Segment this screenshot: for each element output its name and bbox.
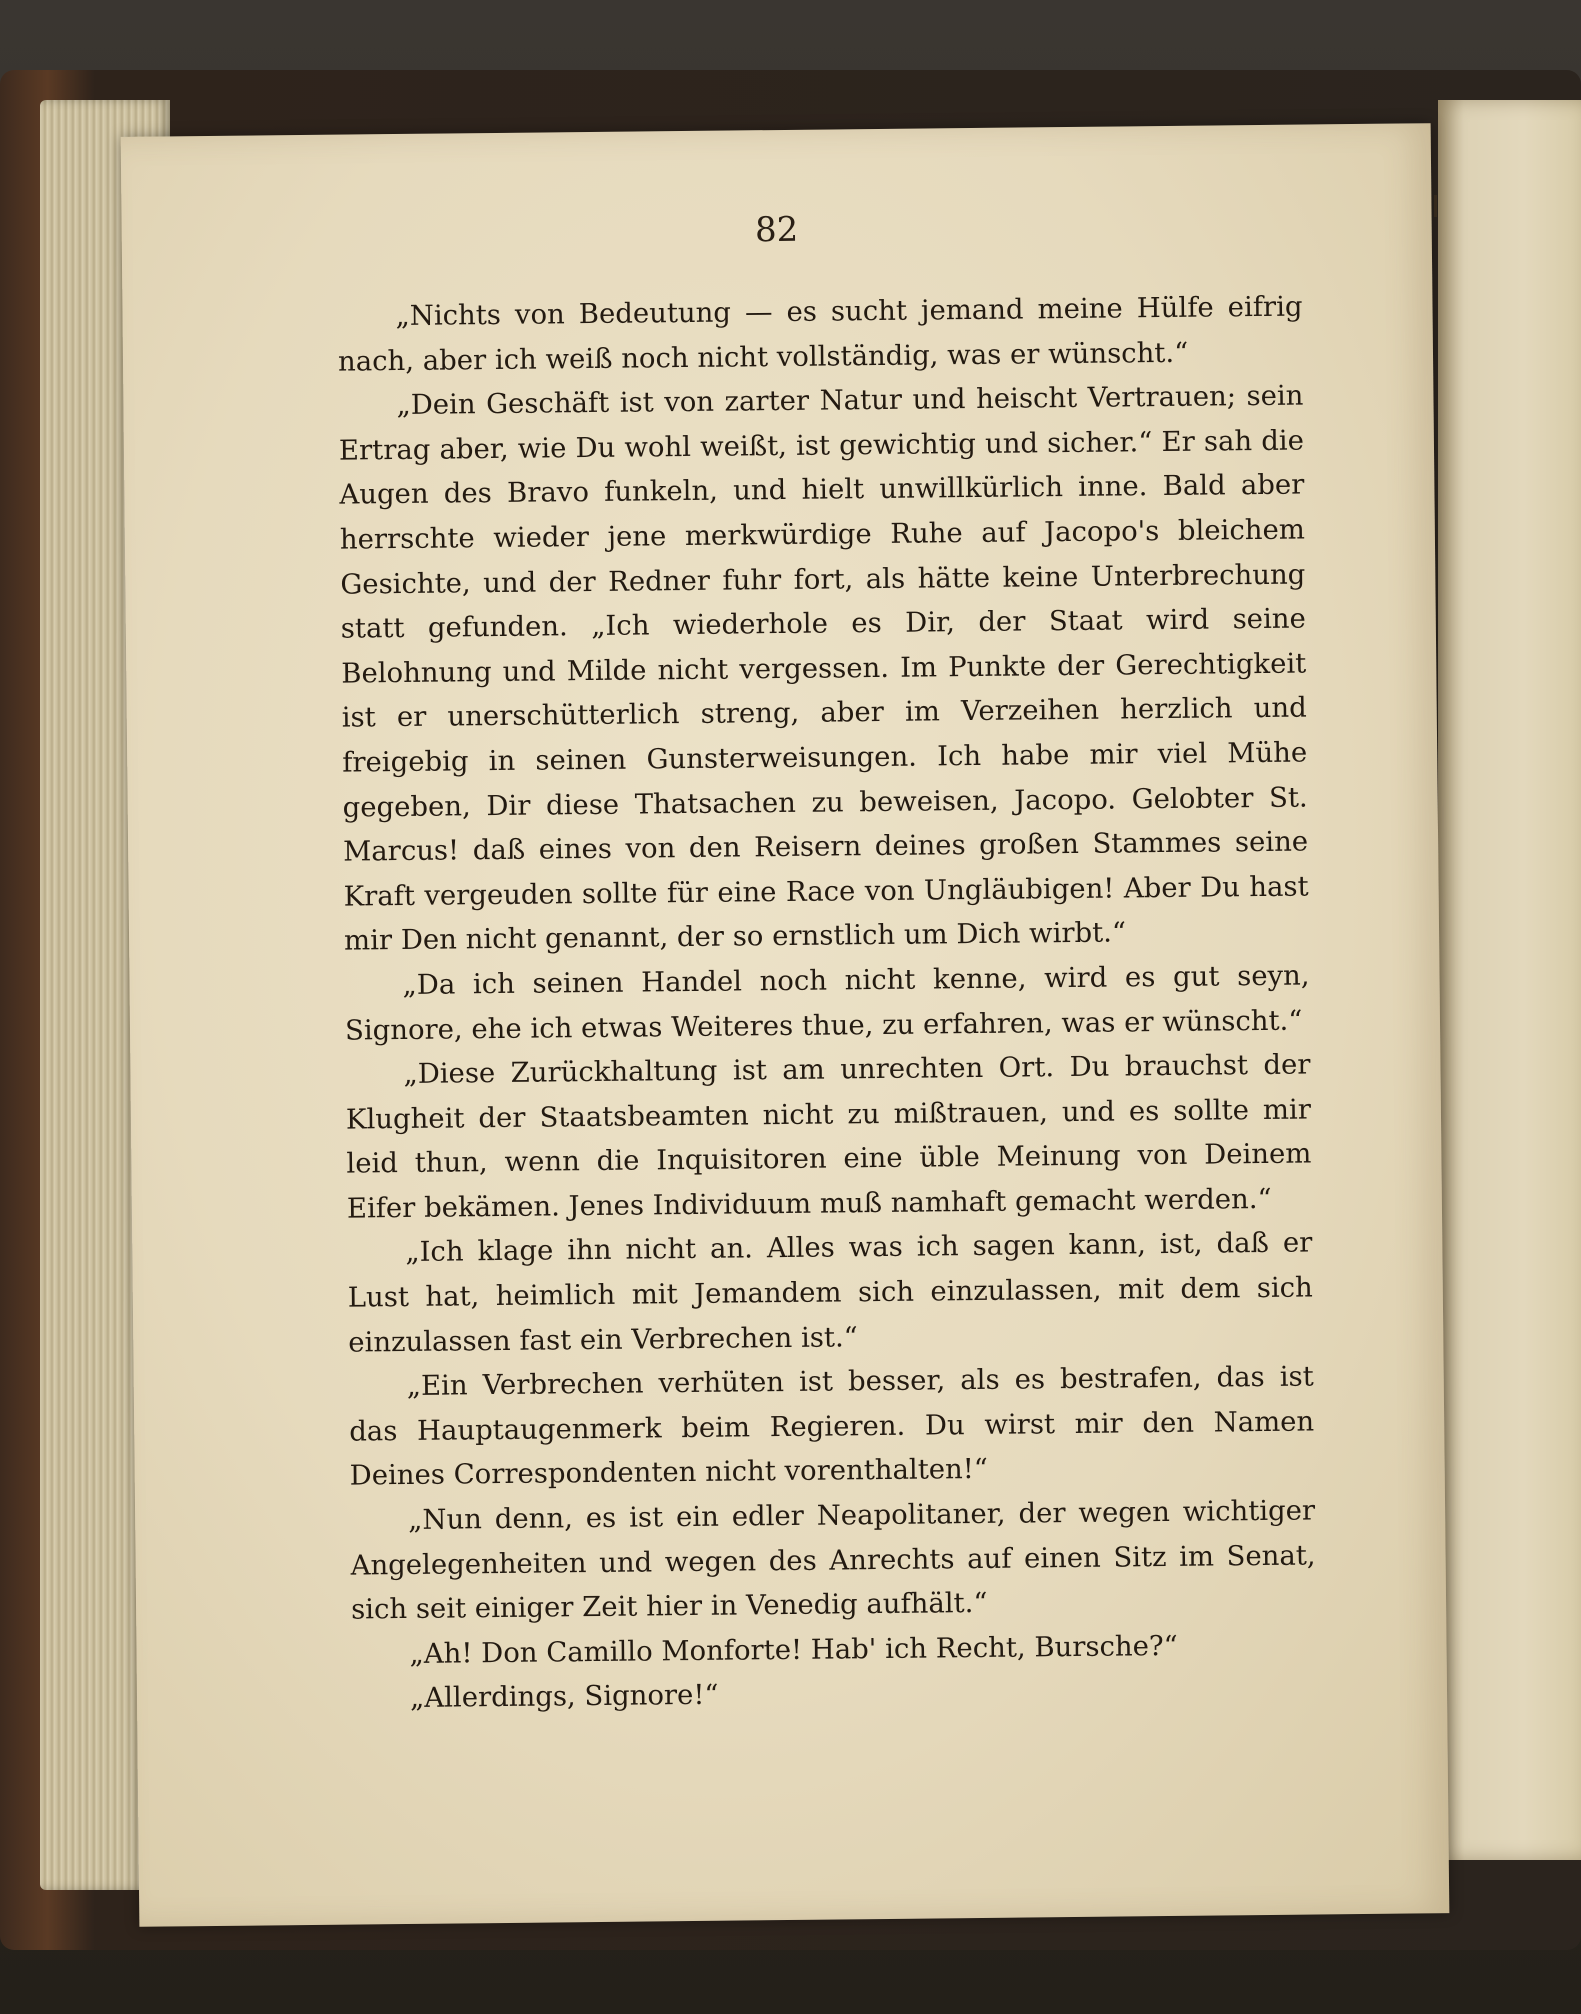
paragraph: „Ah! Don Camillo Monforte! Hab' ich Recht, Bursche?“: [409, 1629, 1178, 1670]
paragraph: „Ich klage ihn nicht an. Alles was ich sagen kann, ist, daß er Lust hat, heimlich mit Jemandem sich einzulassen, mit dem sich einzulassen fast ein Verbrechen ist.“: [347, 1226, 1313, 1359]
book-page: [121, 123, 1450, 1927]
paragraph: „Dein Geschäft ist von zarter Natur und heischt Vertrauen; sein Ertrag aber, wie Du wohl weißt, ist gewichtig und sicher.“ Er sah die Augen des Bravo funkeln, und hielt unwillkürlich inne. Bald aber herrschte wieder jene merkwürdige Ruhe auf Jacopo's bleichem Gesichte, und der Redner fuhr fort, als hätte keine Unterbrechung statt gefunden. „Ich wiederhole es Dir, der Staat wird seine Belohnung und Milde nicht vergessen. Im Punkte der Gerechtigkeit ist er unerschütterlich streng, aber im Verzeihen herzlich und freigebig in seinen Gunsterweisungen. Ich habe mir viel Mühe gegeben, Dir diese Thatsachen zu beweisen, Jacopo. Gelobter St. Marcus! daß eines von den Reisern deines großen Stammes seine Kraft vergeuden sollte für eine Race von Ungläubigen! Aber Du hast mir Den nicht genannt, der so ernstlich um Dich wirbt.“: [338, 379, 1309, 957]
paragraph: „Ein Verbrechen verhüten ist besser, als es bestrafen, das ist das Hauptaugenmerk beim Regieren. Du wirst mir den Namen Deines Correspondenten nicht vorenthalten!“: [349, 1360, 1315, 1493]
paragraph: „Allerdings, Signore!“: [409, 1679, 719, 1715]
right-page-edge: [1438, 100, 1581, 1860]
paragraph: „Da ich seinen Handel noch nicht kenne, wird es gut seyn, Signore, ehe ich etwas Weiteres thue, zu erfahren, was er wünscht.“: [344, 959, 1310, 1047]
page-edge-mark: [1434, 195, 1437, 217]
paragraph: „Diese Zurückhaltung ist am unrechten Ort. Du brauchst der Klugheit der Staatsbeamten nicht zu mißtrauen, und es sollte mir leid thun, wenn die Inquisitoren eine üble Meinung von Deinem Eifer bekämen. Jenes Individuum muß namhaft gemacht werden.“: [345, 1048, 1312, 1225]
page-text: [337, 285, 1317, 1722]
page-number: 82: [754, 209, 799, 251]
paragraph: „Nun denn, es ist ein edler Neapolitaner, der wegen wichtiger Angelegenheiten und wegen des Anrechts auf einen Sitz im Senat, sich seit einiger Zeit hier in Venedig aufhält.“: [350, 1494, 1316, 1626]
paragraph: „Nichts von Bedeutung — es sucht jemand meine Hülfe eifrig nach, aber ich weiß noch nicht vollständig, was er wünscht.“: [337, 290, 1303, 378]
